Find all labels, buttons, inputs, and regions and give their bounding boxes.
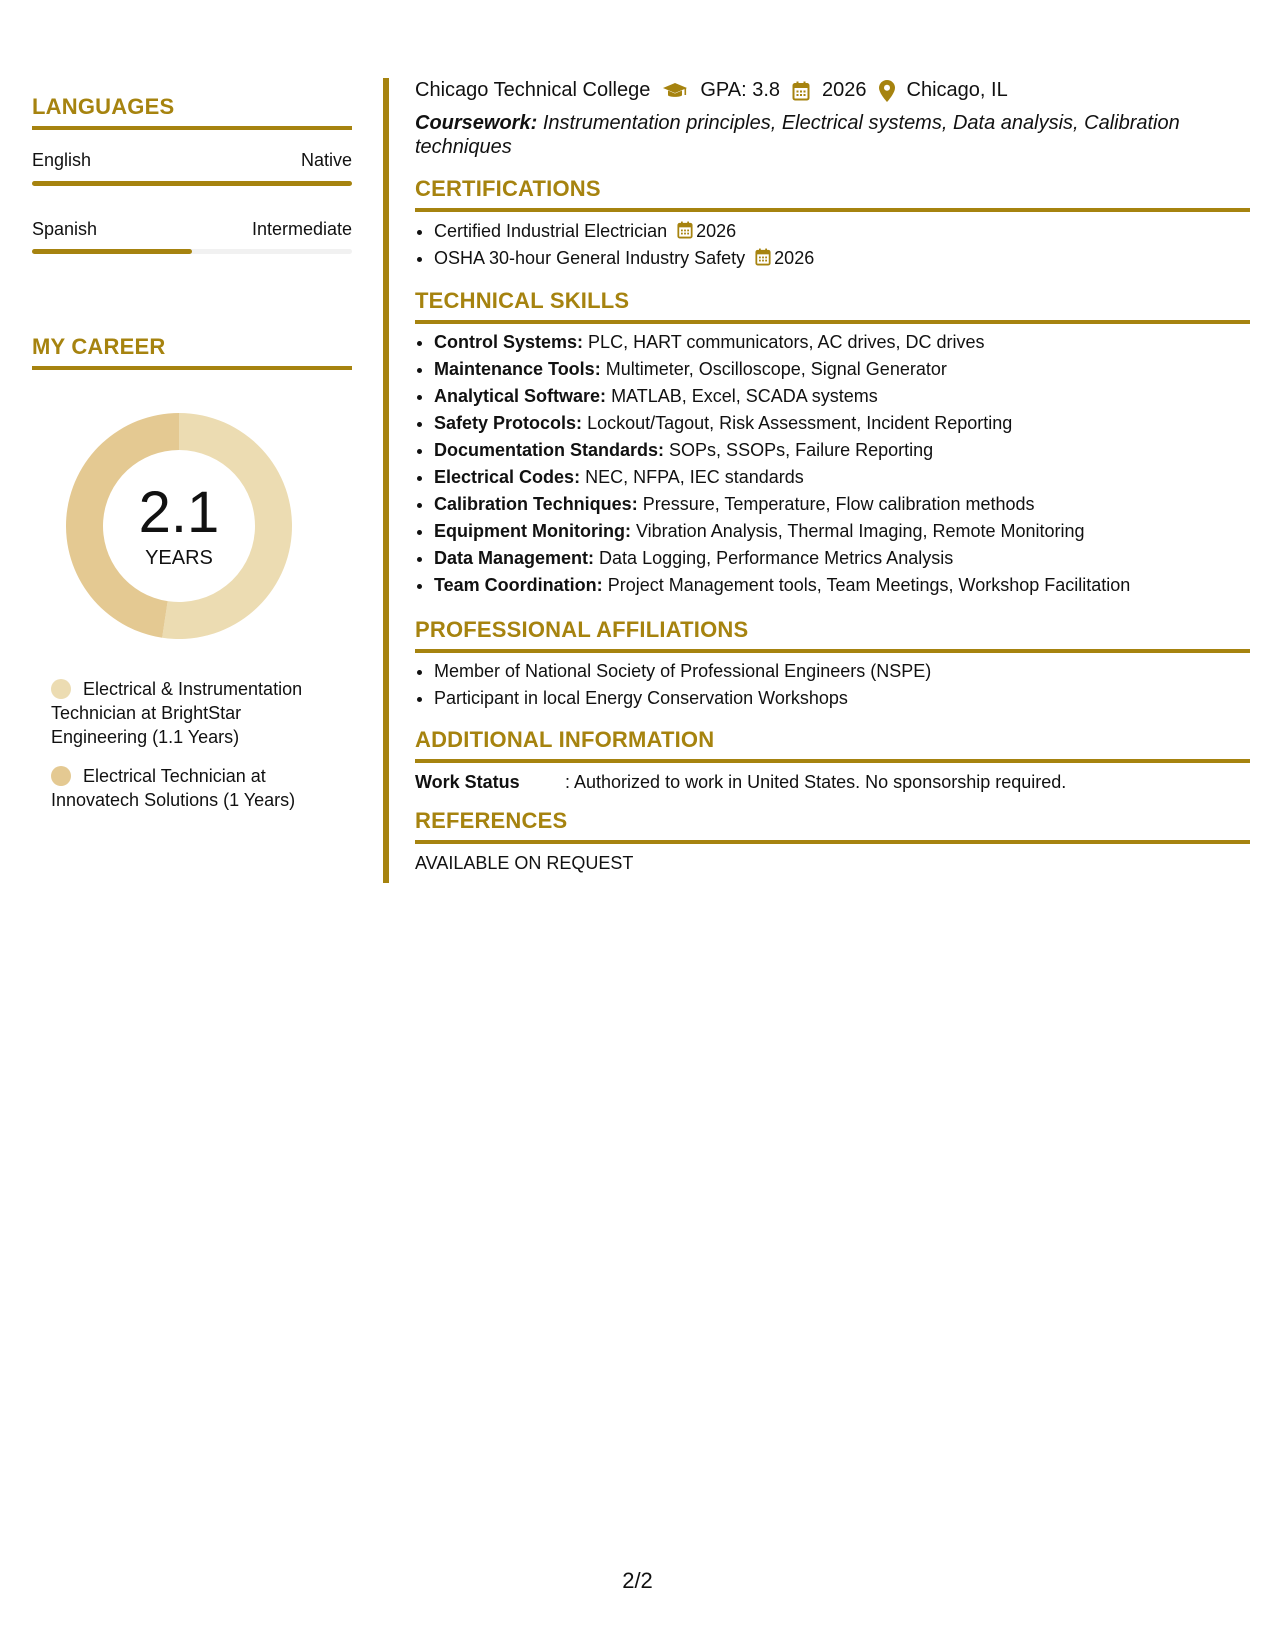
skill-label: Electrical Codes: <box>434 467 581 487</box>
skill-label: Calibration Techniques: <box>434 494 638 514</box>
coursework-text: Instrumentation principles, Electrical systems, Data analysis, Calibration techniques <box>415 112 1180 158</box>
skill-value: PLC, HART communicators, AC drives, DC drives <box>588 332 985 352</box>
calendar-icon <box>755 248 771 266</box>
additional-info-heading: ADDITIONAL INFORMATION <box>415 727 1250 763</box>
legend-label: Electrical Technician at Innovatech Solutions (1 Years) <box>51 766 296 810</box>
language-bar-fill <box>32 249 192 254</box>
skill-item <box>434 464 1250 491</box>
skill-item <box>434 356 1250 383</box>
career-donut-chart <box>66 413 292 639</box>
language-row-spanish <box>32 219 352 240</box>
calendar-icon <box>792 81 810 101</box>
certification-name: OSHA 30-hour General Industry Safety <box>434 248 746 268</box>
skill-value: NEC, NFPA, IEC standards <box>585 467 804 487</box>
affiliation-item: • Participant in local Energy Conservation Workshops <box>434 685 1250 712</box>
legend-label: Electrical & Instrumentation Technician at BrightStar Engineering (1.1 Years) <box>51 679 303 747</box>
languages-heading: LANGUAGES <box>32 94 352 130</box>
certification-year: 2026 <box>696 221 737 241</box>
skill-value: Pressure, Temperature, Flow calibration methods <box>642 494 1035 514</box>
graduation-cap-icon <box>662 82 688 100</box>
legend-dot <box>51 766 71 786</box>
legend-dot <box>51 679 71 699</box>
language-name: English <box>32 150 92 170</box>
career-legend-item <box>51 764 331 812</box>
certification-name: Certified Industrial Electrician <box>434 221 668 241</box>
skill-value: Multimeter, Oscilloscope, Signal Generator <box>605 359 947 379</box>
skill-value: MATLAB, Excel, SCADA systems <box>611 386 878 406</box>
references-heading: REFERENCES <box>415 808 1250 844</box>
affiliations-list <box>415 658 1250 712</box>
language-name: Spanish <box>32 219 98 239</box>
skill-item <box>434 329 1250 356</box>
skill-label: Safety Protocols: <box>434 413 583 433</box>
work-status-value: : Authorized to work in United States. No sponsorship required. <box>565 772 1067 792</box>
donut-center <box>66 413 292 639</box>
certifications-list <box>415 218 1250 272</box>
coursework-label: Coursework: <box>415 112 538 134</box>
skill-value: SOPs, SSOPs, Failure Reporting <box>669 440 934 460</box>
skill-label: Data Management: <box>434 548 595 568</box>
skill-label: Maintenance Tools: <box>434 359 601 379</box>
certification-item <box>434 245 1250 272</box>
school-location: Chicago, IL <box>906 79 1008 101</box>
additional-info-section <box>415 727 1250 793</box>
graduation-year: 2026 <box>822 79 867 101</box>
gpa: GPA: 3.8 <box>700 79 781 101</box>
skill-label: Team Coordination: <box>434 575 603 595</box>
skill-item <box>434 383 1250 410</box>
certifications-section <box>415 176 1250 272</box>
technical-skills-heading: TECHNICAL SKILLS <box>415 288 1250 324</box>
certification-item <box>434 218 1250 245</box>
calendar-icon <box>677 221 693 239</box>
education-line <box>415 79 1008 102</box>
affiliations-section <box>415 617 1250 712</box>
language-row-english <box>32 150 352 171</box>
career-heading: MY CAREER <box>32 334 352 370</box>
skill-value: Lockout/Tagout, Risk Assessment, Incident Reporting <box>587 413 1013 433</box>
page-number: 2/2 <box>622 1568 653 1593</box>
skill-item <box>434 572 1250 599</box>
skill-item <box>434 491 1250 518</box>
skill-value: Vibration Analysis, Thermal Imaging, Remote Monitoring <box>635 521 1085 541</box>
career-legend-item <box>51 677 331 749</box>
skill-label: Analytical Software: <box>434 386 607 406</box>
coursework <box>415 111 1215 159</box>
skill-value: Data Logging, Performance Metrics Analysis <box>599 548 954 568</box>
column-divider <box>383 78 389 883</box>
language-level: Native <box>300 150 352 170</box>
language-bar-english <box>32 181 352 186</box>
skill-item <box>434 410 1250 437</box>
affiliation-item: • Member of National Society of Professional Engineers (NSPE) <box>434 658 1250 685</box>
affiliations-heading: PROFESSIONAL AFFILIATIONS <box>415 617 1250 653</box>
skills-list <box>415 329 1250 599</box>
technical-skills-section <box>415 288 1250 599</box>
school-name: Chicago Technical College <box>415 79 651 101</box>
map-pin-icon <box>879 80 895 102</box>
skill-item <box>434 545 1250 572</box>
skill-item <box>434 437 1250 464</box>
skill-label: Control Systems: <box>434 332 584 352</box>
language-level: Intermediate <box>251 219 352 239</box>
references-section <box>415 808 1250 874</box>
language-bar-fill <box>32 181 352 186</box>
references-text: AVAILABLE ON REQUEST <box>415 853 634 873</box>
certification-year: 2026 <box>774 248 815 268</box>
language-bar-spanish <box>32 249 352 254</box>
career-years-unit: YEARS <box>145 546 213 569</box>
work-status-label: Work Status <box>415 772 520 792</box>
career-total-years: 2.1 <box>138 479 220 545</box>
skill-item <box>434 518 1250 545</box>
skill-label: Equipment Monitoring: <box>434 521 631 541</box>
skill-value: Project Management tools, Team Meetings, Workshop Facilitation <box>607 575 1131 595</box>
skill-label: Documentation Standards: <box>434 440 665 460</box>
work-status-row <box>415 772 1250 793</box>
certifications-heading: CERTIFICATIONS <box>415 176 1250 212</box>
